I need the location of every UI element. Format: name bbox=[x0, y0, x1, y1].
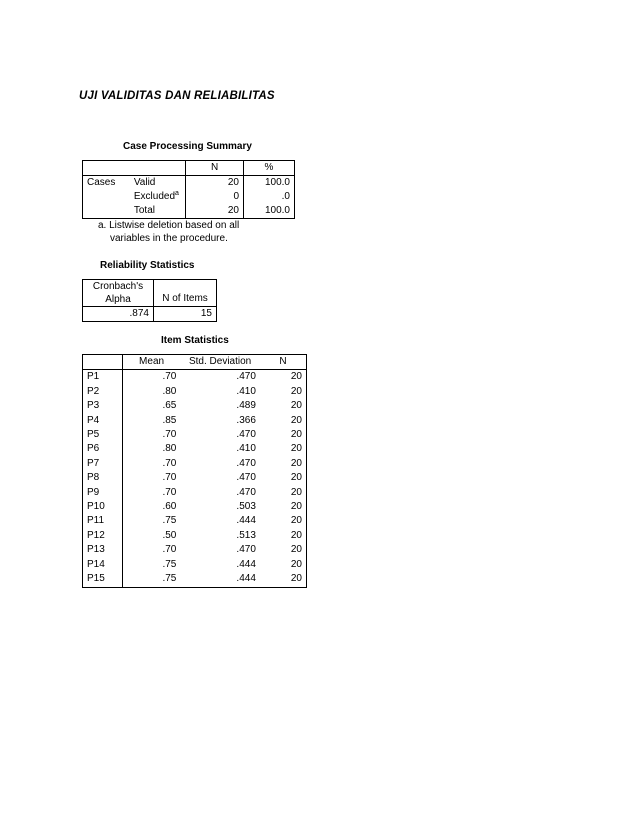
footnote-line2: variables in the procedure. bbox=[110, 233, 228, 244]
rel-items-value: 15 bbox=[154, 307, 217, 322]
table-row bbox=[83, 471, 307, 485]
cps-row-pct: 100.0 bbox=[244, 176, 295, 191]
item-n: 20 bbox=[260, 500, 307, 514]
item-n: 20 bbox=[260, 486, 307, 500]
cps-row-label: Total bbox=[130, 204, 186, 219]
reliability-table bbox=[82, 279, 217, 322]
case-processing-table bbox=[82, 160, 295, 219]
item-sd: .470 bbox=[236, 472, 256, 484]
item-mean: .80 bbox=[122, 385, 180, 399]
cps-header-n: N bbox=[186, 161, 244, 176]
item-stats-table bbox=[82, 354, 307, 588]
item-mean: .85 bbox=[122, 414, 180, 428]
item-n: 20 bbox=[260, 385, 307, 399]
item-mean: .75 bbox=[122, 572, 180, 587]
table-row bbox=[83, 529, 307, 543]
item-label: P11 bbox=[83, 514, 123, 528]
cps-row-label: Valid bbox=[133, 177, 156, 188]
item-sd: .470 bbox=[236, 429, 256, 441]
cps-header-pct: % bbox=[244, 161, 295, 176]
cps-footnote bbox=[98, 219, 239, 232]
case-processing-title: Case Processing Summary bbox=[123, 141, 252, 152]
item-n: 20 bbox=[260, 572, 307, 587]
item-header-sd: Std. Deviation bbox=[180, 355, 260, 370]
item-label: P5 bbox=[83, 428, 123, 442]
item-label: P12 bbox=[83, 529, 123, 543]
rel-header-items: N of Items bbox=[154, 280, 217, 307]
table-row bbox=[83, 486, 307, 500]
item-mean: .65 bbox=[122, 399, 180, 413]
item-mean: .50 bbox=[122, 529, 180, 543]
table-row bbox=[83, 399, 307, 413]
item-sd: .470 bbox=[236, 486, 256, 498]
cps-row-n: 20 bbox=[186, 176, 244, 191]
item-label: P4 bbox=[83, 414, 123, 428]
item-sd: .444 bbox=[236, 515, 256, 527]
item-n: 20 bbox=[260, 442, 307, 456]
item-mean: .70 bbox=[122, 471, 180, 485]
item-n: 20 bbox=[260, 414, 307, 428]
table-row bbox=[83, 500, 307, 514]
cps-row-label: Excluded$^a$ bbox=[133, 190, 179, 202]
table-row bbox=[83, 457, 307, 471]
item-label: P1 bbox=[83, 370, 123, 385]
rel-header-alpha: Cronbach's Alpha bbox=[83, 280, 154, 307]
item-n: 20 bbox=[260, 529, 307, 543]
item-label: P15 bbox=[83, 572, 123, 587]
item-sd: .489 bbox=[236, 400, 256, 412]
table-row bbox=[83, 572, 307, 587]
table-row bbox=[83, 414, 307, 428]
item-label: P2 bbox=[83, 385, 123, 399]
item-n: 20 bbox=[260, 514, 307, 528]
cps-row-pct: .0 bbox=[244, 190, 295, 204]
rel-alpha-value: .874 bbox=[83, 307, 154, 322]
item-mean: .60 bbox=[122, 500, 180, 514]
item-label: P7 bbox=[83, 457, 123, 471]
item-sd: .410 bbox=[236, 443, 256, 455]
table-row bbox=[83, 543, 307, 557]
item-sd: .410 bbox=[236, 385, 256, 397]
item-mean: .75 bbox=[122, 514, 180, 528]
item-sd: .366 bbox=[236, 414, 256, 426]
item-sd: .513 bbox=[236, 529, 256, 541]
item-n: 20 bbox=[260, 399, 307, 413]
table-row bbox=[83, 428, 307, 442]
item-label: P8 bbox=[83, 471, 123, 485]
item-n: 20 bbox=[260, 370, 307, 385]
reliability-title: Reliability Statistics bbox=[100, 260, 195, 271]
table-row bbox=[83, 370, 307, 385]
item-sd: .503 bbox=[236, 501, 256, 513]
footnote-marker: a. bbox=[98, 220, 107, 231]
table-row bbox=[83, 385, 307, 399]
item-mean: .75 bbox=[122, 558, 180, 572]
item-stats-title: Item Statistics bbox=[161, 335, 229, 346]
item-sd: .444 bbox=[180, 572, 260, 587]
item-label: P13 bbox=[83, 543, 123, 557]
item-sd: .444 bbox=[236, 558, 256, 570]
item-label: P14 bbox=[83, 558, 123, 572]
item-n: 20 bbox=[260, 471, 307, 485]
item-mean: .80 bbox=[122, 442, 180, 456]
cps-group-label: Cases bbox=[83, 176, 130, 191]
item-sd: .470 bbox=[236, 457, 256, 469]
item-label: P9 bbox=[83, 486, 123, 500]
item-n: 20 bbox=[260, 543, 307, 557]
item-mean: .70 bbox=[122, 486, 180, 500]
item-mean: .70 bbox=[122, 370, 180, 385]
item-sd: .470 bbox=[236, 544, 256, 556]
table-row bbox=[83, 558, 307, 572]
table-row bbox=[83, 514, 307, 528]
table-row bbox=[83, 442, 307, 456]
cps-row-n: 0 bbox=[186, 190, 244, 204]
item-sd: .470 bbox=[236, 371, 256, 383]
item-label: P10 bbox=[83, 500, 123, 514]
item-header-n: N bbox=[260, 355, 307, 370]
item-mean: .70 bbox=[122, 428, 180, 442]
footnote-line1: Listwise deletion based on all bbox=[109, 220, 240, 231]
item-mean: .70 bbox=[122, 457, 180, 471]
item-header-mean: Mean bbox=[122, 355, 180, 370]
item-mean: .70 bbox=[122, 543, 180, 557]
footnote-marker-sup: a bbox=[175, 190, 179, 197]
item-stats-body bbox=[83, 370, 307, 587]
document-title: UJI VALIDITAS DAN RELIABILITAS bbox=[79, 90, 275, 102]
item-n: 20 bbox=[260, 457, 307, 471]
item-n: 20 bbox=[260, 558, 307, 572]
item-n: 20 bbox=[260, 428, 307, 442]
cps-row-n: 20 bbox=[186, 204, 244, 219]
cps-row-pct: 100.0 bbox=[244, 204, 295, 219]
item-label: P3 bbox=[83, 399, 123, 413]
item-label: P6 bbox=[83, 442, 123, 456]
